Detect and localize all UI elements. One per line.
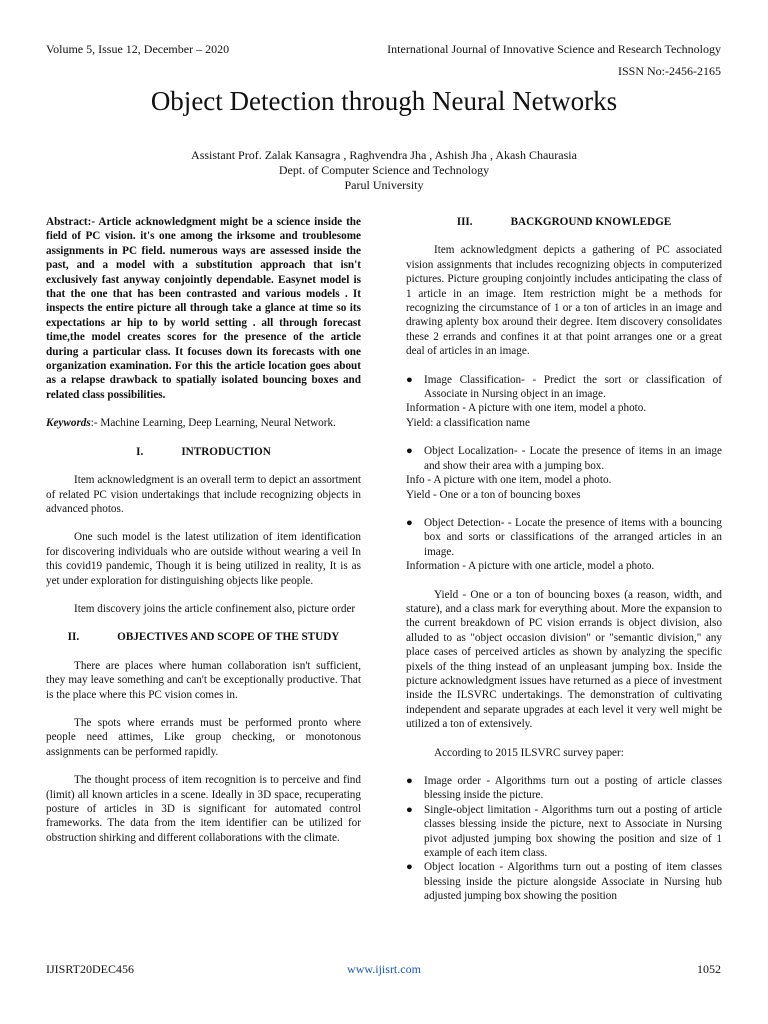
text-line: Yield: a classification name [406,416,530,429]
paragraph: Item acknowledgment is an overall term to depict an assortment of related PC vision undertakings that include recognizing objects in advanced photos. [46,474,361,515]
text-line: Information - A picture with one article, model a photo. [406,560,655,573]
bullet-icon: ● [406,516,413,529]
bullet-icon: ● [406,445,413,458]
author-block [0,148,768,193]
section-heading-objectives [46,630,361,644]
text-line: Information - A picture with one item, model a photo. [406,402,647,415]
right-column [406,215,722,904]
text-line: Yield - One or a ton of bouncing boxes [406,488,581,501]
bullet-item: ● Image Classification- - Predict the sort or classification of Associate in Nursing object in an image. [406,373,722,401]
keywords [46,416,361,430]
paragraph: Item acknowledgment depicts a gathering of PC associated vision assignments that includes recognizing objects in computerized pictures. Picture grouping conjointly includes anticipating the class of 1 article in an image. Item restriction might be a methods for recognizing the circumstance of 1 or a ton of articles in an image and drawing aplenty box around their degree. Item discovery consolidates these 2 errands and confines it at that point arranges one or a great deal of articles in an image. [406,244,722,358]
paragraph: There are places where human collaboration isn't sufficient, they may leave something and can't be exceptionally productive. That is the place where this PC vision comes in. [46,659,361,701]
section-heading-introduction [46,445,361,459]
keywords-label: Keywords [46,417,91,430]
bullet-item: ● Single-object limitation - Algorithms turn out a posting of article classes blessing inside the picture, next to Associate in Nursing pivot adjusted jumping box showing the position and size of 1 example of each item class. [406,803,722,860]
keywords-text: Machine Learning, Deep Learning, Neural Network. [100,417,336,430]
section-title: OBJECTIVES AND SCOPE OF THE STUDY [117,631,340,644]
section-number: III. [456,216,473,228]
section-number: II. [67,631,80,644]
footer-website-link[interactable]: www.ijisrt.com [347,962,421,976]
paper-title: Object Detection through Neural Networks [150,86,618,116]
section-number: I. [136,445,144,458]
paragraph: According to 2015 ILSVRC survey paper: [434,746,624,759]
left-column [46,215,361,859]
keywords-separator: :- [90,417,101,430]
bullet-item: ● Object Localization- - Locate the presence of items in an image and show their area with a jumping box. [406,445,722,472]
bullet-item: ● Image order - Algorithms turn out a posting of article classes blessing inside the picture. [406,775,722,802]
paragraph: One such model is the latest utilization of item identification for discovering individuals who are outside without wearing a veil In this covid19 pandemic, Though it is being utilized in reality, It is as yet under exploration for distinguishing objects like people. [46,531,361,587]
section-heading-background [406,215,722,229]
author-department: Dept. of Computer Science and Technology [278,163,490,177]
author-university: Parul University [344,178,424,192]
paragraph: The spots where errands must be performed pronto where people need attimes, Like group checking, or monotonous assignments can be performed rapidly. [46,716,361,758]
bullet-icon: ● [406,373,413,386]
paragraph: Item discovery joins the article confinement also, picture order [74,602,356,615]
bullet-item: ● Object location - Algorithms turn out a posting of item classes blessing inside the picture alongside Associate in Nursing hub adjusted jumping box showing the position [406,861,722,903]
running-header-volume: Volume 5, Issue 12, December – 2020 [46,42,230,56]
footer-paper-id: IJISRT20DEC456 [46,962,134,976]
author-names: Assistant Prof. Zalak Kansagra , Raghvendra Jha , Ashish Jha , Akash Chaurasia [191,148,577,162]
bullet-icon: ● [406,775,413,787]
footer-page-number: 1052 [697,962,721,976]
issn-label: ISSN No:-2456-2165 [617,64,721,78]
bullet-item: ● Object Detection- - Locate the presence of items with a bouncing box and sorts or classifications of the arranged articles in an image. [406,516,722,558]
section-title: BACKGROUND KNOWLEDGE [510,216,672,228]
running-header-journal: International Journal of Innovative Science and Research Technology [387,42,721,56]
paragraph: The thought process of item recognition is to perceive and find (limit) all known articles in a scene. Ideally in 3D space, recuperating posture of articles in 3D is significant for automated control frameworks. The data from the item identifier can be utilized for obstruction shirking and different collaborations with the climate. [46,774,361,844]
section-title: INTRODUCTION [181,445,271,458]
paragraph: Yield - One or a ton of bouncing boxes (a reason, width, and stature), and a class mark for everything about. More the expansion to the current breakdown of PC vision errands is object division, also alluded to as "object occasion division" or "semantic division," any place cases of perceived articles as shown by analyzing the specific pixels of the thing instead of an unpleasant jumping box. Inside the picture acknowledgment issues have returned as a piece of investment inside the ILSVRC undertakings. The demonstration of cultivating independent and separate upgrades at each level it very well might be utilized a ton of extensively. [406,588,722,731]
text-line: Info - A picture with one item, model a photo. [406,474,612,487]
bullet-icon: ● [406,803,413,816]
bullet-icon: ● [406,861,413,874]
abstract: Abstract:- Article acknowledgment might be a science inside the field of PC vision. it's one among the irksome and troublesome assignments in PC field. numerous ways are assessed inside the past, and a model with a substitution approach that isn't exclusively fast anyway conjointly dependable. Easynet model is that the one that has been contrasted and various models . It inspects the entire picture all through take a glance at time so its expectations ar hip to by world setting . all through forecast time,the model creates scores for the presence of the article during a particular class. It focuses down its forecasts with one organization examination. For this the article location goes about as a relapse drawback to spatially isolated bouncing boxes and related class possibilities. [46,216,361,401]
